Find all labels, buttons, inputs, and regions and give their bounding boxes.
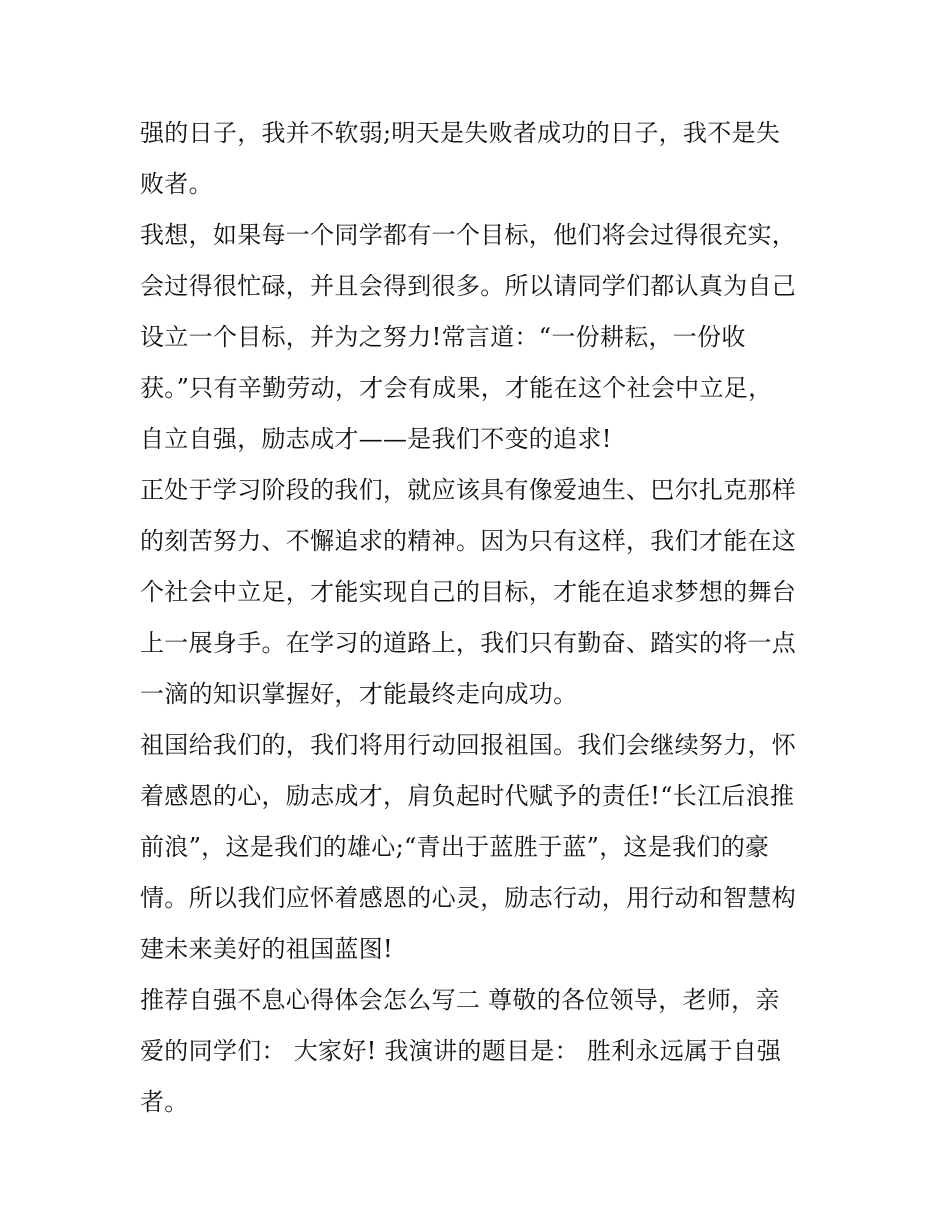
text-line: 自立自强，励志成才——是我们不变的追求! bbox=[140, 425, 612, 453]
text-line: 的刻苦努力、不懈追求的精神。因为只有这样，我们才能在这 bbox=[140, 527, 797, 555]
text-line: 前浪”，这是我们的雄心;“青出于蓝胜于蓝”，这是我们的豪 bbox=[140, 833, 770, 861]
text-line: 爱的同学们： 大家好! 我演讲的题目是： 胜利永远属于自强 bbox=[140, 1037, 782, 1065]
text-line: 设立一个目标，并为之努力!常言道：“一份耕耘，一份收 bbox=[140, 323, 746, 351]
text-line: 上一展身手。在学习的道路上，我们只有勤奋、踏实的将一点 bbox=[140, 629, 797, 657]
text-line: 祖国给我们的，我们将用行动回报祖国。我们会继续努力，怀 bbox=[140, 731, 797, 759]
text-line: 一滴的知识掌握好，才能最终走向成功。 bbox=[140, 680, 578, 708]
text-line: 强的日子，我并不软弱;明天是失败者成功的日子，我不是失 bbox=[140, 119, 781, 147]
text-line: 会过得很忙碌，并且会得到很多。所以请同学们都认真为自己 bbox=[140, 272, 797, 300]
text-line: 着感恩的心，励志成才，肩负起时代赋予的责任!“长江后浪推 bbox=[140, 782, 795, 810]
text-line: 建未来美好的祖国蓝图! bbox=[140, 935, 393, 963]
document-body bbox=[140, 108, 820, 1128]
text-line: 败者。 bbox=[140, 170, 213, 198]
text-line: 者。 bbox=[140, 1088, 189, 1116]
text-line: 我想，如果每一个同学都有一个目标，他们将会过得很充实， bbox=[140, 221, 797, 249]
text-line: 个社会中立足，才能实现自己的目标，才能在追求梦想的舞台 bbox=[140, 578, 797, 606]
text-line: 获。”只有辛勤劳动，才会有成果，才能在这个社会中立足， bbox=[140, 374, 773, 402]
text-line: 正处于学习阶段的我们，就应该具有像爱迪生、巴尔扎克那样 bbox=[140, 476, 797, 504]
text-line: 推荐自强不息心得体会怎么写二 尊敬的各位领导，老师，亲 bbox=[140, 986, 780, 1014]
text-line: 情。所以我们应怀着感恩的心灵，励志行动，用行动和智慧构 bbox=[140, 884, 797, 912]
